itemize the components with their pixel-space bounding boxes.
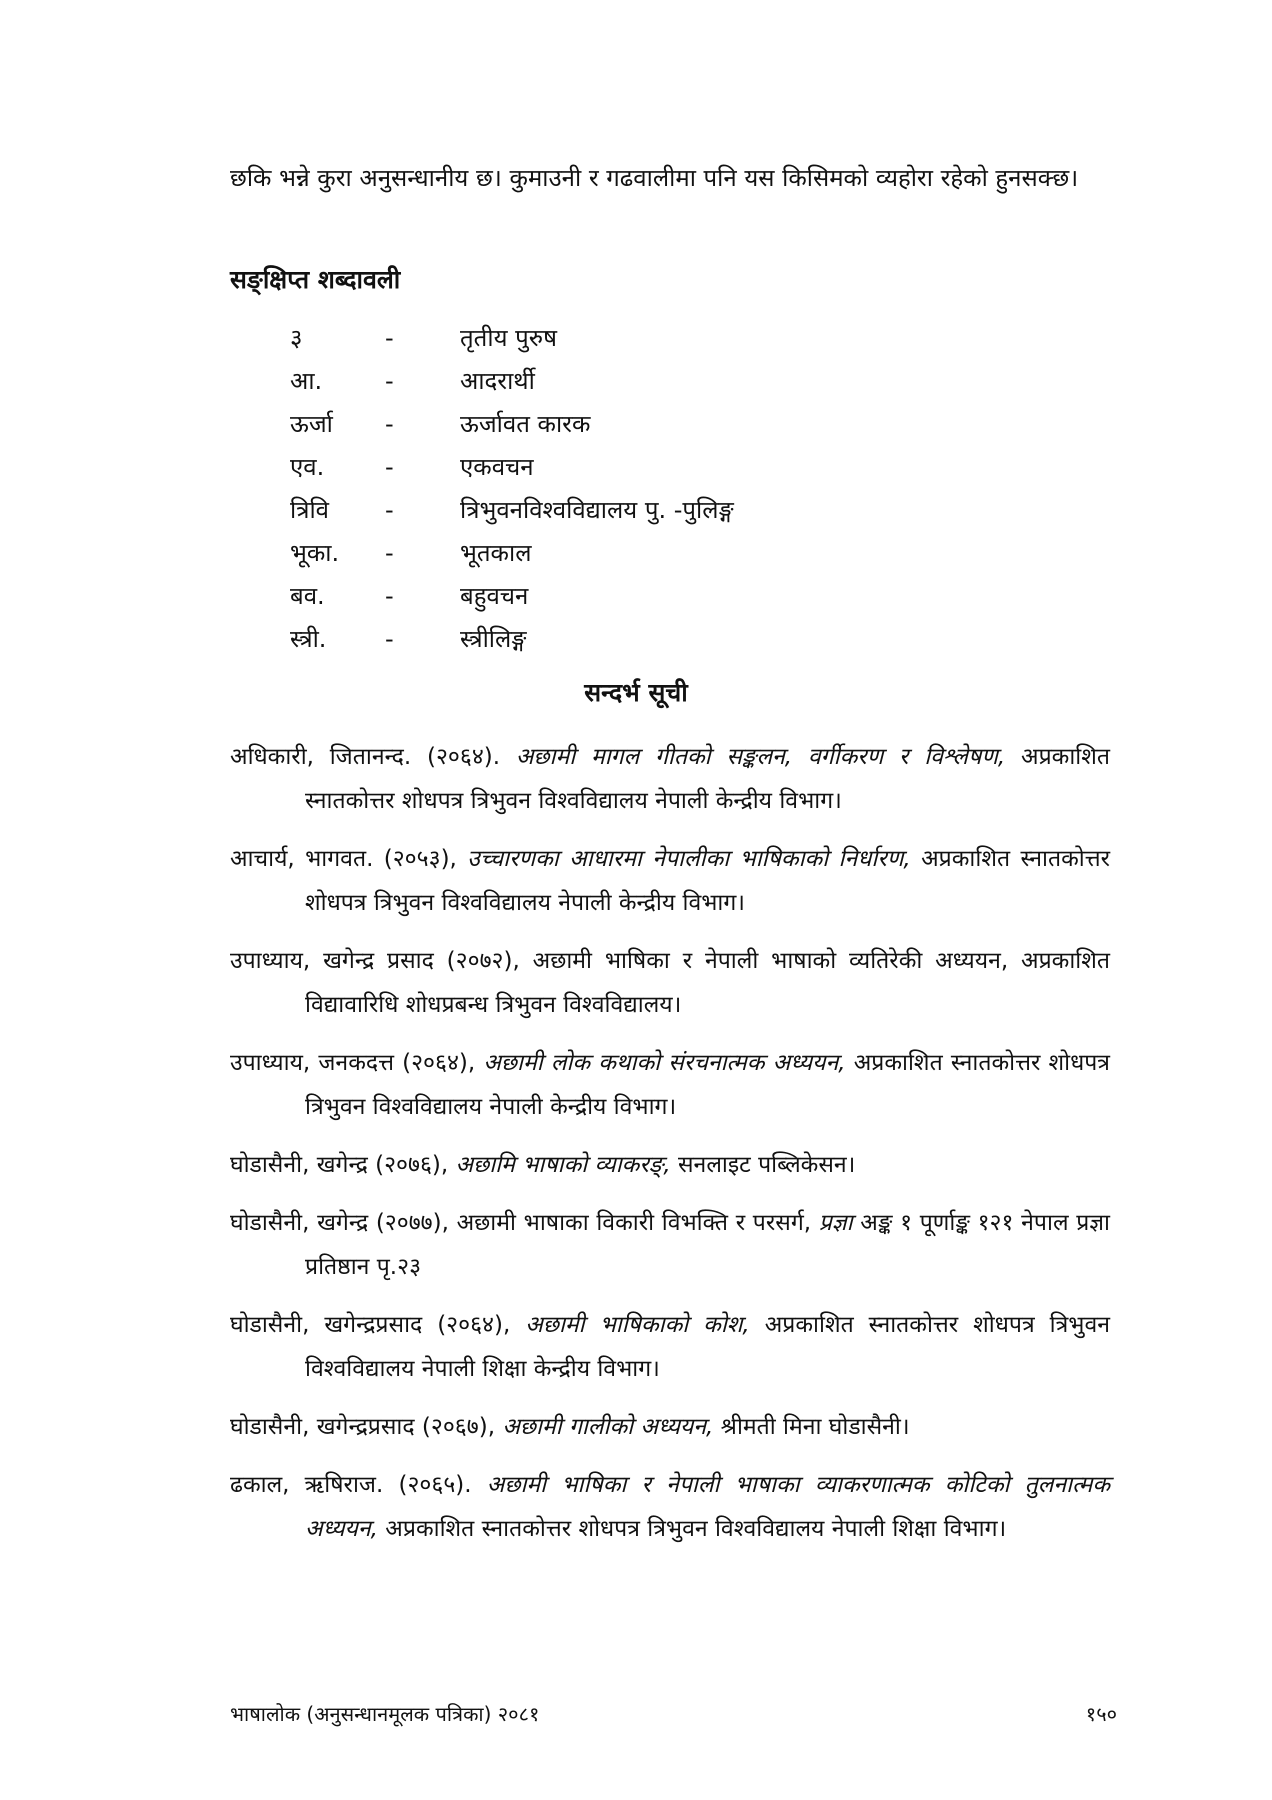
reference-entry (230, 837, 1110, 925)
abbreviation-dash: - (385, 409, 394, 438)
reference-entry (230, 939, 1110, 1027)
abbreviation-value: भूतकाल (460, 539, 532, 567)
footer-page-number: १५० (1085, 1702, 1117, 1726)
abbreviation-dash: - (385, 581, 394, 610)
reference-author: आचार्य, भागवत. (२०५३), (230, 846, 468, 872)
reference-author: घोडासैनी, खगेन्द्रप्रसाद (२०६७), (230, 1414, 503, 1440)
abbreviation-row (290, 359, 990, 402)
reference-author: अधिकारी, जितानन्द. (२०६४). (230, 744, 516, 770)
abbreviation-row (290, 402, 990, 445)
abbreviation-key: ३ (290, 324, 303, 352)
abbreviation-row (290, 316, 990, 359)
abbreviation-row (290, 445, 990, 488)
reference-title: प्रज्ञा (818, 1210, 853, 1236)
reference-author: घोडासैनी, खगेन्द्र (२०७६), (230, 1152, 456, 1178)
abbreviation-row (290, 617, 990, 660)
reference-publisher: सनलाइट पब्लिकेसन। (670, 1152, 856, 1178)
abbreviation-row (290, 531, 990, 574)
reference-entry (230, 1041, 1110, 1129)
reference-publisher: अप्रकाशित स्नातकोत्तर शोधपत्र त्रिभुवन विश्वविद्यालय नेपाली शिक्षा विभाग। (377, 1516, 1007, 1542)
reference-title: उच्चारणका आधारमा नेपालीका भाषिकाको निर्धारण, (467, 846, 911, 872)
reference-title: अछामी गालीको अध्ययन, (502, 1414, 714, 1440)
reference-title: अछामी लोक कथाको संरचनात्मक अध्ययन, (483, 1050, 846, 1076)
abbreviation-dash: - (385, 366, 394, 395)
abbreviation-list (290, 316, 990, 660)
reference-author: उपाध्याय, खगेन्द्र प्रसाद (२०७२), अछामी भाषिका र नेपाली भाषाको व्यतिरेकी अध्ययन, अप्रकाशित विद्यावारिधि शोधप्रबन्ध त्रिभुवन विश्वविद्यालय। (230, 948, 1110, 1018)
reference-title: अछामी भाषिका र नेपाली भाषाका व्याकरणात्मक कोटिको तुलनात्मक अध्ययन, (305, 1472, 1110, 1542)
reference-publisher: अप्रकाशित स्नातकोत्तर शोधपत्र त्रिभुवन विश्वविद्यालय नेपाली शिक्षा केन्द्रीय विभाग। (305, 1312, 1110, 1382)
reference-title: अछामी मागल गीतको सङ्कलन, वर्गीकरण र विश्लेषण, (515, 744, 1006, 770)
reference-author: उपाध्याय, जनकदत्त (२०६४), (230, 1050, 484, 1076)
reference-entry (230, 735, 1110, 823)
abbreviation-dash: - (385, 624, 394, 653)
abbreviation-value: तृतीय पुरुष (460, 324, 557, 352)
abbreviation-key: भूका. (290, 539, 340, 567)
reference-title: अछामि भाषाको व्याकरङ्, (455, 1152, 671, 1178)
reference-publisher: अप्रकाशित स्नातकोत्तर शोधपत्र त्रिभुवन विश्वविद्यालय नेपाली केन्द्रीय विभाग। (305, 744, 1110, 814)
abbreviation-key: बव. (290, 582, 325, 610)
reference-publisher: श्रीमती मिना घोडासैनी। (713, 1414, 910, 1440)
abbreviation-value: बहुवचन (460, 582, 529, 610)
abbreviation-dash: - (385, 452, 394, 481)
abbreviation-dash: - (385, 538, 394, 567)
reference-author: घोडासैनी, खगेन्द्रप्रसाद (२०६४), (230, 1312, 526, 1338)
abbreviation-value: स्त्रीलिङ्ग (460, 625, 527, 653)
abbreviation-dash: - (385, 495, 394, 524)
references-heading: सन्दर्भ सूची (584, 678, 688, 707)
abbreviation-row (290, 488, 990, 531)
abbreviations-heading: सङ्क्षिप्त शब्दावली (230, 265, 401, 294)
abbreviation-value: एकवचन (460, 453, 534, 481)
abbreviation-value: आदरार्थी (460, 367, 535, 395)
abbreviation-key: आ. (290, 367, 323, 395)
reference-entry (230, 1405, 1110, 1449)
abbreviation-key: स्त्री. (290, 625, 327, 653)
abbreviation-key: ऊर्जा (290, 410, 333, 438)
reference-entry (230, 1201, 1110, 1289)
reference-list (230, 735, 1110, 1565)
abbreviation-value: त्रिभुवनविश्वविद्यालय पु. -पुलिङ्ग (460, 496, 734, 524)
abbreviation-key: एव. (290, 453, 325, 481)
reference-author: घोडासैनी, खगेन्द्र (२०७७), अछामी भाषाका विकारी विभक्ति र परसर्ग, (230, 1210, 819, 1236)
reference-title: अछामी भाषिकाको कोश, (525, 1312, 750, 1338)
abbreviation-value: ऊर्जावत कारक (460, 410, 591, 438)
reference-entry (230, 1303, 1110, 1391)
footer-journal-name: भाषालोक (अनुसन्धानमूलक पत्रिका) २०८१ (230, 1702, 540, 1726)
abbreviation-key: त्रिवि (290, 496, 330, 524)
intro-paragraph: छकि भन्ने कुरा अनुसन्धानीय छ। कुमाउनी र गढवालीमा पनि यस किसिमको व्यहोरा रहेको हुनसक्छ। (230, 164, 1079, 192)
abbreviation-row (290, 574, 990, 617)
reference-entry (230, 1463, 1110, 1551)
reference-publisher: अप्रकाशित स्नातकोत्तर शोधपत्र त्रिभुवन विश्वविद्यालय नेपाली केन्द्रीय विभाग। (305, 1050, 1111, 1120)
reference-publisher: अङ्क १ पूर्णाङ्क १२१ नेपाल प्रज्ञा प्रतिष्ठान पृ.२३ (305, 1210, 1110, 1280)
reference-author: ढकाल, ऋषिराज. (२०६५). (230, 1472, 487, 1498)
abbreviation-dash: - (385, 323, 394, 352)
reference-publisher: अप्रकाशित स्नातकोत्तर शोधपत्र त्रिभुवन विश्वविद्यालय नेपाली केन्द्रीय विभाग। (305, 846, 1110, 916)
reference-entry (230, 1143, 1110, 1187)
